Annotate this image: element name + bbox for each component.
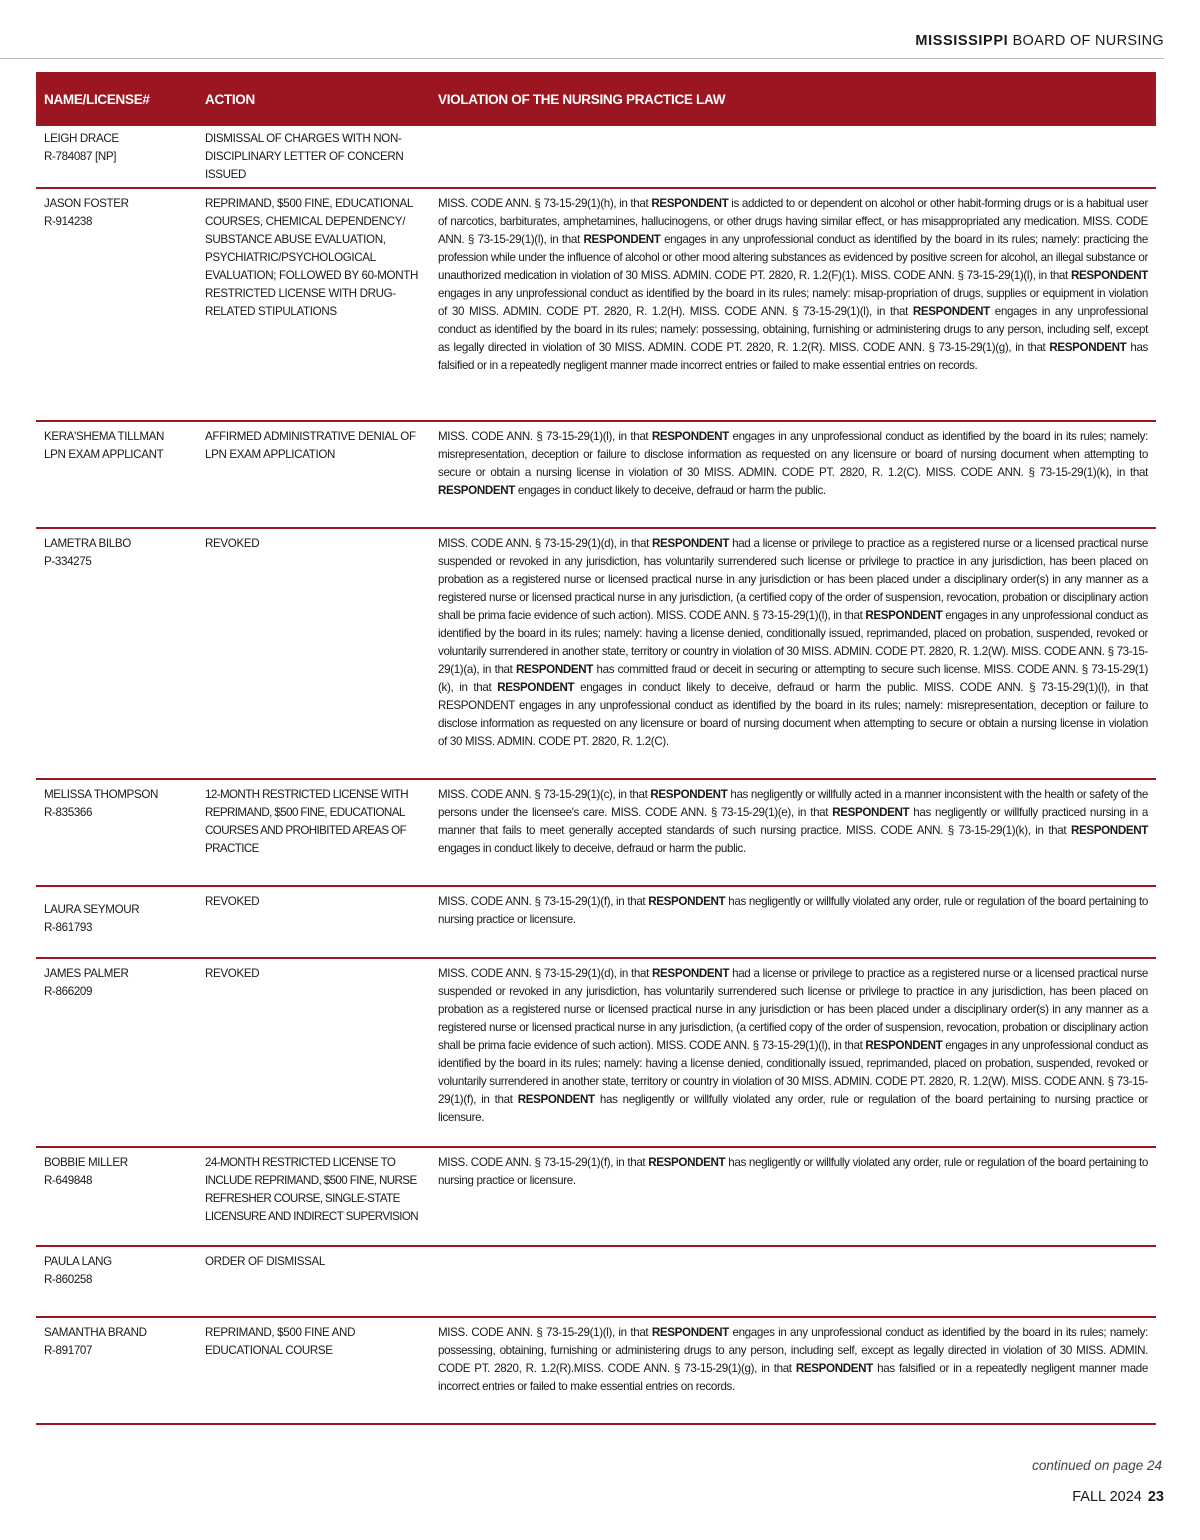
- page-number: 23: [1147, 1489, 1164, 1505]
- action-cell: REVOKED: [205, 895, 260, 908]
- header-name-license: NAME/LICENSE#: [44, 91, 150, 107]
- respondent-name: MELISSA THOMPSON: [44, 788, 159, 801]
- action-cell: DISMISSAL OF CHARGES WITH NON-DISCIPLINARY LETTER OF CONCERN ISSUED: [205, 132, 404, 181]
- org-name: BOARD OF NURSING: [1012, 33, 1164, 49]
- action-cell: REVOKED: [205, 537, 260, 550]
- table-row: [36, 780, 1156, 887]
- violation-cell: MISS. CODE ANN. § 73-15-29(1)(c), in that RESPONDENT has negligently or willfully acted in a manner inconsistent with the health or safety of the persons under the licensee's care. MISS. CODE ANN. § 73-15-29(1)(e), in that RESPONDENT has negligently or willfully practiced nursing in a manner that fails to meet generally accepted standards of such nursing practice. MISS. CODE ANN. § 73-15-29(1)(k), in that RESPONDENT engages in conduct likely to deceive, defraud or harm the public.: [438, 788, 1148, 855]
- table-row: [36, 529, 1156, 780]
- respondent-term: RESPONDENT: [1049, 341, 1127, 354]
- respondent-cell: [36, 195, 197, 420]
- license-number: R-860258: [44, 1273, 93, 1286]
- table-header: [36, 72, 1156, 126]
- state-name: MISSISSIPPI: [915, 33, 1009, 49]
- respondent-term: RESPONDENT: [648, 1156, 726, 1169]
- action-cell: 24-MONTH RESTRICTED LICENSE TO INCLUDE REPRIMAND, $500 FINE, NURSE REFRESHER COURSE, SINGLE-STATE LICENSURE AND INDIRECT SUPERVISION: [205, 1156, 419, 1223]
- table-row: [36, 126, 1156, 189]
- table-row: [36, 422, 1156, 529]
- issue-label: FALL 2024: [1072, 1489, 1142, 1505]
- respondent-cell: [36, 965, 197, 1146]
- respondent-name: SAMANTHA BRAND: [44, 1326, 147, 1339]
- license-number: LPN EXAM APPLICANT: [44, 448, 164, 461]
- license-number: R-861793: [44, 921, 93, 934]
- respondent-cell: [36, 535, 197, 778]
- license-number: R-866209: [44, 985, 93, 998]
- violation-cell: [431, 130, 1156, 187]
- license-number: R-649848: [44, 1174, 93, 1187]
- action-cell: 12-MONTH RESTRICTED LICENSE WITH REPRIMAND, $500 FINE, EDUCATIONAL COURSES AND PROHIBITED AREAS OF PRACTICE: [205, 788, 409, 855]
- action-cell: REPRIMAND, $500 FINE AND EDUCATIONAL COURSE: [205, 1326, 356, 1357]
- violation-cell: [431, 1253, 1156, 1316]
- respondent-term: RESPONDENT: [1070, 824, 1148, 837]
- table-row: [36, 1247, 1156, 1318]
- table-row: [36, 887, 1156, 959]
- respondent-term: RESPONDENT: [832, 806, 910, 819]
- header-violation: VIOLATION OF THE NURSING PRACTICE LAW: [438, 91, 726, 107]
- action-cell: ORDER OF DISMISSAL: [205, 1255, 325, 1268]
- violation-cell: MISS. CODE ANN. § 73-15-29(1)(d), in that RESPONDENT had a license or privilege to practice as a registered nurse or a licensed practical nurse suspended or revoked in any jurisdiction, has voluntarily surrendered such license or privilege to practice in any jurisdiction, has been placed on probation as a registered nurse or licensed practical nurse in any jurisdiction or has been placed under a disciplinary order(s) in any manner as a registered nurse or licensed practical nurse in any jurisdiction, (a certified copy of the order of suspension, revocation, probation or disciplinary action shall be prima facie evidence of such action). MISS. CODE ANN. § 73-15-29(1)(l), in that RESPONDENT engages in any unprofessional conduct as identified by the board in its rules; namely: having a license denied, conditionally issued, reprimanded, placed on probation, suspended, revoked or voluntarily surrendered in another state, territory or country in violation of 30 MISS. ADMIN. CODE PT. 2820, R. 1.2(W). MISS. CODE ANN. § 73-15-29(1)(a), in that RESPONDENT has committed fraud or deceit in securing or attempting to secure such license. MISS. CODE ANN. § 73-15-29(1)(k), in that RESPONDENT engages in conduct likely to deceive, defraud or harm the public. MISS. CODE ANN. § 73-15-29(1)(l), in that RESPONDENT engages in any unprofessional conduct as identified by the board in its rules; namely: misrepresentation, deception or failure to disclose information as requested on any licensure or board of nursing document when attempting to secure or obtain a nursing license in violation of 30 MISS. ADMIN. CODE PT. 2820, R. 1.2(C).: [438, 537, 1148, 748]
- action-cell: REPRIMAND, $500 FINE, EDUCATIONAL COURSES, CHEMICAL DEPENDENCY/ SUBSTANCE ABUSE EVALUATION, PSYCHIATRIC/PSYCHOLOGICAL EVALUATION; FOLLOWED BY 60-MONTH RESTRICTED LICENSE WITH DRUG-RELATED STIPULATIONS: [205, 197, 418, 318]
- violation-cell: MISS. CODE ANN. § 73-15-29(1)(f), in that RESPONDENT has negligently or willfully violated any order, rule or regulation of the board pertaining to nursing practice or licensure.: [438, 895, 1148, 926]
- respondent-term: RESPONDENT: [648, 895, 726, 908]
- respondent-term: RESPONDENT: [912, 305, 990, 318]
- action-cell: REVOKED: [205, 967, 260, 980]
- header-rule: [0, 58, 1164, 59]
- respondent-term: RESPONDENT: [1070, 269, 1148, 282]
- license-number: R-891707: [44, 1344, 93, 1357]
- table-row: [36, 189, 1156, 422]
- issue-footer: [1072, 1489, 1164, 1505]
- respondent-name: KERA'SHEMA TILLMAN: [44, 430, 165, 443]
- disciplinary-actions-table: [36, 72, 1156, 1425]
- respondent-term: RESPONDENT: [652, 537, 730, 550]
- violation-cell: MISS. CODE ANN. § 73-15-29(1)(l), in that RESPONDENT engages in any unprofessional conduct as identified by the board in its rules; namely: possessing, obtaining, furnishing or administering drugs to any person, including self, except as legally directed in violation of 30 MISS. ADMIN. CODE PT. 2820, R. 1.2(R).MISS. CODE ANN. § 73-15-29(1)(g), in that RESPONDENT has falsified or in a repeatedly negligent manner made incorrect entries or failed to make essential entries on records.: [438, 1326, 1148, 1393]
- respondent-term: RESPONDENT: [651, 197, 729, 210]
- violation-cell: MISS. CODE ANN. § 73-15-29(1)(h), in that RESPONDENT is addicted to or dependent on alcohol or other habit-forming drugs or is a habitual user of narcotics, barbiturates, amphetamines, hallucinogens, or other drugs having similar effect, or has misappropriated any medication. MISS. CODE ANN. § 73-15-29(1)(l), in that RESPONDENT engages in any unprofessional conduct as identified by the board in its rules; namely: practicing the profession while under the influence of alcohol or other mood altering substances as evidenced by positive screen for alcohol, an illegal substance or unauthorized medication in violation of 30 MISS. ADMIN. CODE PT. 2820, R. 1.2(F)(1). MISS. CODE ANN. § 73-15-29(1)(l), in that RESPONDENT engages in any unprofessional conduct as identified by the board in its rules; namely: misap-propriation of drugs, supplies or equipment in violation of 30 MISS. ADMIN. CODE PT. 2820, R. 1.2(H). MISS. CODE ANN. § 73-15-29(1)(l), in that RESPONDENT engages in any unprofessional conduct as identified by the board in its rules; namely: possessing, obtaining, furnishing or administering drugs to any person, including self, except as legally directed in violation of 30 MISS. ADMIN. CODE PT. 2820, R. 1.2(R). MISS. CODE ANN. § 73-15-29(1)(g), in that RESPONDENT has falsified or in a repeatedly negligent manner made incorrect entries or failed to make essential entries on records.: [438, 197, 1149, 372]
- action-cell: AFFIRMED ADMINISTRATIVE DENIAL OF LPN EXAM APPLICATION: [205, 430, 416, 461]
- respondent-term: RESPONDENT: [651, 1326, 729, 1339]
- violation-cell: MISS. CODE ANN. § 73-15-29(1)(l), in that RESPONDENT engages in any unprofessional conduct as identified by the board in its rules; namely: misrepresentation, deception or failure to disclose information as requested on any licensure or board of nursing document when attempting to secure or obtain a nursing license in violation of 30 MISS. ADMIN. CODE PT. 2820, R. 1.2(C). MISS. CODE ANN. § 73-15-29(1)(k), in that RESPONDENT engages in conduct likely to deceive, defraud or harm the public.: [438, 430, 1148, 497]
- license-number: P-334275: [44, 555, 92, 568]
- license-number: R-784087 [NP]: [44, 150, 117, 163]
- respondent-name: PAULA LANG: [44, 1255, 112, 1268]
- respondent-name: LAMETRA BILBO: [44, 537, 131, 550]
- respondent-cell: [36, 130, 197, 187]
- header-action: ACTION: [205, 91, 255, 107]
- respondent-term: RESPONDENT: [795, 1362, 873, 1375]
- respondent-name: BOBBIE MILLER: [44, 1156, 128, 1169]
- respondent-term: RESPONDENT: [517, 1093, 595, 1106]
- respondent-term: RESPONDENT: [865, 609, 943, 622]
- license-number: R-835366: [44, 806, 93, 819]
- table-row: [36, 959, 1156, 1148]
- respondent-term: RESPONDENT: [438, 484, 516, 497]
- respondent-term: RESPONDENT: [651, 430, 729, 443]
- license-number: R-914238: [44, 215, 93, 228]
- table-row: [36, 1318, 1156, 1425]
- respondent-cell: [36, 1324, 197, 1423]
- respondent-name: JASON FOSTER: [44, 197, 129, 210]
- continued-note: continued on page 24: [1032, 1458, 1162, 1473]
- respondent-name: LAURA SEYMOUR: [44, 903, 140, 916]
- violation-cell: MISS. CODE ANN. § 73-15-29(1)(f), in that RESPONDENT has negligently or willfully violated any order, rule or regulation of the board pertaining to nursing practice or licensure.: [438, 1156, 1148, 1187]
- violation-cell: MISS. CODE ANN. § 73-15-29(1)(d), in that RESPONDENT had a license or privilege to practice as a registered nurse or a licensed practical nurse suspended or revoked in any jurisdiction, has voluntarily surrendered such license or privilege to practice in any jurisdiction, has been placed on probation as a registered nurse or licensed practical nurse in any jurisdiction or has been placed under a disciplinary order(s) in any manner as a registered nurse or licensed practical nurse in any jurisdiction, (a certified copy of the order of suspension, revocation, probation or disciplinary action shall be prima facie evidence of such action). MISS. CODE ANN. § 73-15-29(1)(l), in that RESPONDENT engages in any unprofessional conduct as identified by the board in its rules; namely: having a license denied, conditionally issued, reprimanded, placed on probation, suspended, revoked or voluntarily surrendered in another state, territory or country in violation of 30 MISS. ADMIN. CODE PT. 2820, R. 1.2(W). MISS. CODE ANN. § 73-15-29(1)(f), in that RESPONDENT has negligently or willfully violated any order, rule or regulation of the board pertaining to nursing practice or licensure.: [438, 967, 1148, 1124]
- respondent-term: RESPONDENT: [516, 663, 594, 676]
- respondent-name: JAMES PALMER: [44, 967, 129, 980]
- running-header: [915, 33, 1164, 49]
- respondent-cell: [36, 786, 197, 885]
- respondent-term: RESPONDENT: [652, 967, 730, 980]
- respondent-cell: [36, 1154, 197, 1245]
- respondent-term: RESPONDENT: [583, 233, 661, 246]
- respondent-term: RESPONDENT: [497, 681, 575, 694]
- respondent-cell: [36, 428, 197, 527]
- table-row: [36, 1148, 1156, 1247]
- respondent-name: LEIGH DRACE: [44, 132, 119, 145]
- respondent-cell: [36, 893, 197, 957]
- respondent-term: RESPONDENT: [865, 1039, 943, 1052]
- respondent-cell: [36, 1253, 197, 1316]
- respondent-term: RESPONDENT: [650, 788, 728, 801]
